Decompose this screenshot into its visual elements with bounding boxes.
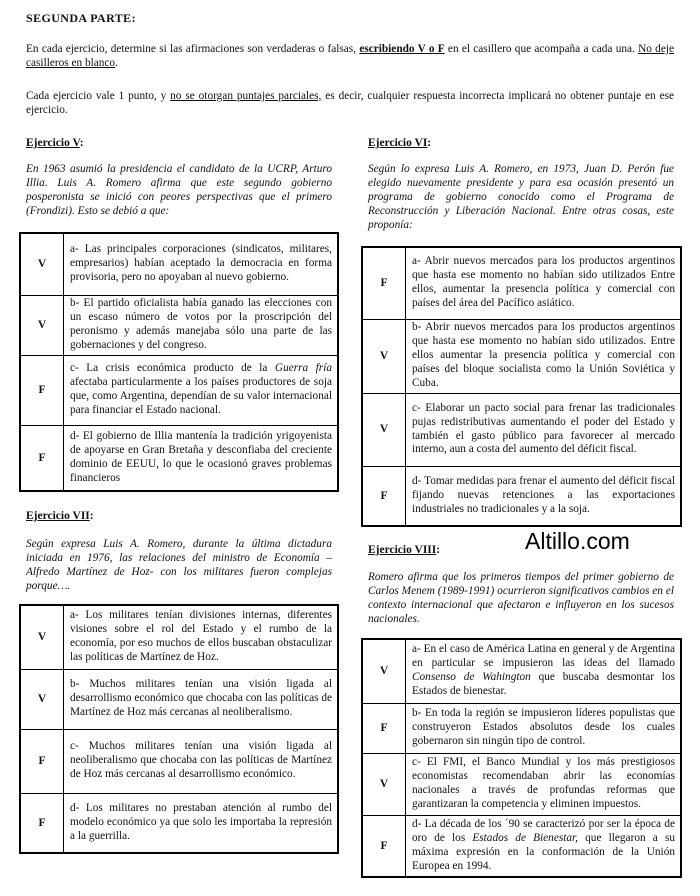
answer-cell[interactable]: V (20, 605, 64, 669)
answer-cell[interactable]: F (20, 355, 64, 425)
table-row (362, 815, 681, 877)
statement-cell: a- En el caso de América Latina en general y de Argentina en particular se impusieron las ideas del llamado Consenso de Wahington que buscaba desmontar los Estados de bienestar. (406, 639, 682, 703)
exercise-8-intro: Romero afirma que los primeros tiempos del primer gobierno de Carlos Menem (1989-1991) ocurrieron significativos cambios en el contexto internacional que afectaron e influyeron en los sucesos nacionales. (368, 571, 674, 625)
table-row (362, 319, 681, 393)
table-row (20, 233, 338, 295)
instruction-emphasis: escribiendo V o F (359, 43, 445, 55)
exercise-7-intro: Según expresa Luis A. Romero, durante la última dictadura iniciada en 1976, las relaciones del ministro de Economía – Alfredo Martínez de Hoz- con los militares fueron complejas porque…. (26, 538, 332, 592)
answer-cell[interactable]: F (20, 729, 64, 793)
exercise-7-heading: Ejercicio VII: (26, 510, 94, 522)
statement-cell: a- Los militares tenían divisiones internas, diferentes visiones sobre el rol del Estado y el rumbo de la economía, por eso muchos de ellos buscaban obstaculizar las políticas de Martínez de Hoz. (64, 605, 339, 669)
answer-cell[interactable]: V (362, 393, 406, 466)
table-row (20, 295, 338, 355)
statement-cell: b- Muchos militares tenían una visión ligada al desarrollismo económico que chocaba con las políticas de Martínez de Hoz más cercanas al neoliberalismo. (64, 669, 339, 729)
answer-cell[interactable]: V (20, 669, 64, 729)
statement-cell: c- La crisis económica producto de la Guerra fría afectaba particularmente a los países productores de soja que, como Argentina, dependían de su valor internacional para financiar el Estado nacional. (64, 355, 339, 425)
statement-cell: d- El gobierno de Illia mantenía la tradición yrigoyenista de apoyarse en Gran Bretaña y desconfiaba del creciente dominio de EEUU, lo que le ocasionó graves problemas financieros (64, 425, 339, 491)
table-row (362, 753, 681, 815)
instructions-paragraph-1: En cada ejercicio, determine si las afirmaciones son verdaderas o falsas, escribiendo V o F en el casillero que acompaña a cada una. No deje casilleros en blanco. (26, 43, 675, 69)
section-title: SEGUNDA PARTE: (26, 11, 136, 25)
altillo-watermark: Altillo.com (525, 528, 630, 554)
answer-cell[interactable]: V (20, 295, 64, 355)
table-row (362, 466, 681, 526)
table-row (20, 793, 338, 853)
statement-cell: d- Los militares no prestaban atención al rumbo del modelo económico ya que solo les importaba la represión a la guerrilla. (64, 793, 339, 853)
answer-cell[interactable]: F (362, 815, 406, 877)
answer-cell[interactable]: V (362, 753, 406, 815)
table-row (20, 605, 338, 669)
statement-cell: b- Abrir nuevos mercados para los productos argentinos que hasta ese momento no habían sido utilizados. Entre ellos aumentar la presencia política y comercial con países del bloque socialista como la Unión Soviética y Cuba. (406, 319, 682, 393)
answer-cell[interactable]: F (362, 247, 406, 319)
statement-cell: a- Las principales corporaciones (sindicatos, militares, empresarios) habían aceptado la democracia en forma provisoria, pero no apoyaban al nuevo gobierno. (64, 233, 339, 295)
statement-cell: a- Abrir nuevos mercados para los productos argentinos que hasta ese momento no habían sido utilizados Entre ellos, aumentar la presencia política y comercial con países del área del Pacífico asiático. (406, 247, 682, 319)
instruction-underline-2: no se otorgan puntajes parciales, (170, 90, 322, 102)
table-row (362, 247, 681, 319)
statement-cell: d- La década de los ´90 se caracterizó por ser la época de oro de los Estados de Bienestar, que llegaron a su máxima expresión en la conformación de la Unión Europea en 1994. (406, 815, 682, 877)
exercise-5-heading: Ejercicio V: (26, 137, 84, 149)
exercise-6-heading: Ejercicio VI: (368, 137, 432, 149)
statement-cell: b- En toda la región se impusieron líderes populistas que construyeron Estados absolutos desde los cuales gobernaron sin ningún tipo de control. (406, 703, 682, 753)
answer-cell[interactable]: V (362, 319, 406, 393)
table-row (20, 669, 338, 729)
instructions-paragraph-2: Cada ejercicio vale 1 punto, y no se otorgan puntajes parciales, es decir, cualquier respuesta incorrecta implicará no obtener puntaje en ese ejercicio. (26, 90, 674, 116)
exercise-5-intro: En 1963 asumió la presidencia el candidato de la UCRP, Arturo Illia. Luis A. Romero afirma que este segundo gobierno posperonista se inició con peores perspectivas que el primero (Frondizi). Esto se debió a que: (26, 163, 332, 217)
statement-cell: c- Elaborar un pacto social para frenar las tradicionales pujas redistributivas aumentando el poder del Estado y también el gasto público para favorecer al mercado interno, aun a costa del aumento del déficit fiscal. (406, 393, 682, 466)
statement-cell: d- Tomar medidas para frenar el aumento del déficit fiscal fijando nuevas retenciones a las exportaciones industriales no tradicionales y a la soja. (406, 466, 682, 526)
table-row (20, 355, 338, 425)
statement-cell: c- El FMI, el Banco Mundial y los más prestigiosos economistas recomendaban abrir las economías nacionales a través de profundas reformas que garantizaran la competencia y eliminen impuestos. (406, 753, 682, 815)
answer-cell[interactable]: V (362, 639, 406, 703)
exercise-5-table (19, 232, 339, 492)
answer-cell[interactable]: F (20, 425, 64, 491)
exercise-6-intro: Según lo expresa Luis A. Romero, en 1973, Juan D. Perón fue elegido nuevamente presidente y para esa ocasión presentó un programa de gobierno conocido como el Programa de Reconstrucción y Liberación Nacional. Entre otras cosas, este proponía: (368, 163, 674, 231)
answer-cell[interactable]: F (362, 703, 406, 753)
table-row (362, 703, 681, 753)
answer-cell[interactable]: F (20, 793, 64, 853)
table-row (20, 729, 338, 793)
exercise-6-table (361, 246, 682, 527)
table-row (20, 425, 338, 491)
exercise-8-table (361, 638, 682, 878)
statement-cell: b- El partido oficialista había ganado las elecciones con un escaso número de votos por la proscripción del peronismo y además manejaba sólo una parte de las gobernaciones y del congreso. (64, 295, 339, 355)
instruction-underline: No deje casilleros en blanco (26, 43, 675, 69)
table-row (362, 639, 681, 703)
exercise-8-heading: Ejercicio VIII: (368, 544, 441, 556)
answer-cell[interactable]: F (362, 466, 406, 526)
answer-cell[interactable]: V (20, 233, 64, 295)
table-row (362, 393, 681, 466)
exercise-7-table (19, 604, 339, 854)
statement-cell: c- Muchos militares tenían una visión ligada al neoliberalismo que chocaba con las políticas de Martínez de Hoz más cercanas al desarrollismo económico. (64, 729, 339, 793)
